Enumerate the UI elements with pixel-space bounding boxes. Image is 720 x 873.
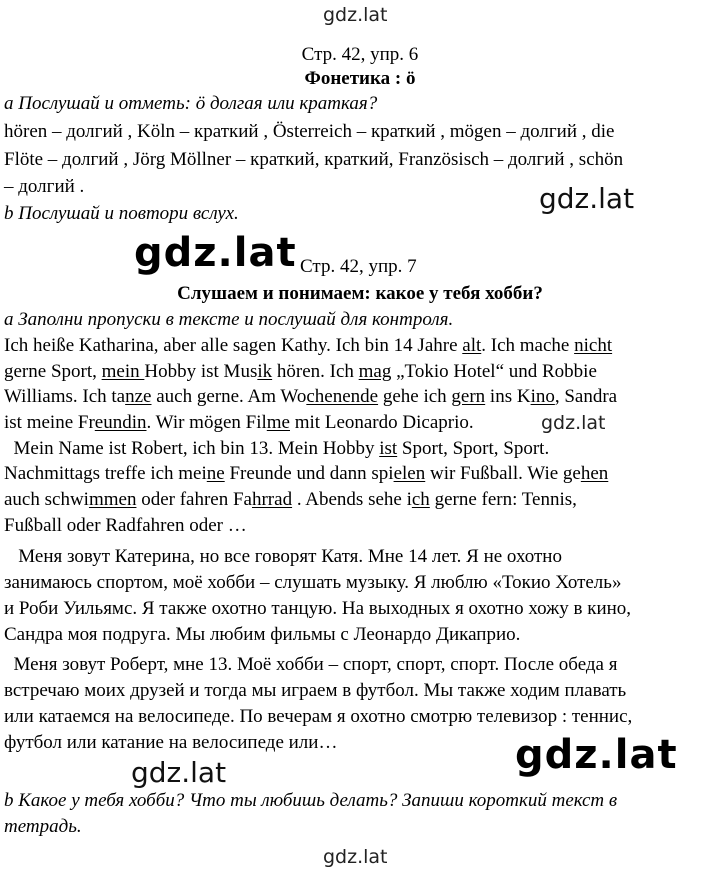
- watermark-mid-right: gdz.lat: [541, 412, 606, 434]
- ex7-de-line-8: Fußball oder Radfahren oder …: [4, 515, 247, 536]
- ex7-ru-line-3: и Роби Уильямс. Я также охотно танцую. На выходных я охотно хожу в кино,: [4, 598, 632, 619]
- watermark-bottom-right: gdz.lat: [515, 732, 678, 778]
- ex7-de-line-6: Nachmittags treffe ich meine Freunde und dann spielen wir Fußball. Wie gehen: [4, 463, 609, 484]
- ex7-de-line-7: auch schwimmen oder fahren Fahrrad . Abends sehe ich gerne fern: Tennis,: [4, 489, 577, 510]
- ex7-ru-line-2: занимаюсь спортом, моё хобби – слушать музыку. Я люблю «Токио Хотель»: [4, 572, 622, 593]
- watermark-footer: gdz.lat: [323, 846, 388, 868]
- ex6-title: Фонетика : ö: [304, 68, 416, 89]
- ex7-ru-line-6: встречаю моих друзей и тогда мы играем в футбол. Мы также ходим плавать: [4, 680, 627, 701]
- ex7-task-b-line-2: тетрадь.: [4, 816, 82, 837]
- ex6-answer-line-1: hören – долгий , Köln – краткий , Österreich – краткий , mögen – долгий , die: [4, 121, 615, 142]
- ex7-task-a: a Заполни пропуски в тексте и послушай для контроля.: [4, 309, 454, 330]
- ex7-de-line-4: ist meine Freundin. Wir mögen Filme mit Leonardo Dicaprio.: [4, 412, 474, 433]
- watermark-bottom-left: gdz.lat: [131, 756, 227, 789]
- ex7-ru-line-4: Сандра моя подруга. Мы любим фильмы с Леонардо Дикаприо.: [4, 624, 521, 645]
- ex7-task-b-line-1: b Какое у тебя хобби? Что ты любишь делать? Запиши короткий текст в: [4, 790, 618, 811]
- ex7-de-line-3: Williams. Ich tanze auch gerne. Am Wochenende gehe ich gern ins Kino, Sandra: [4, 386, 618, 407]
- ex6-answer-line-3: – долгий .: [4, 176, 85, 197]
- ex7-title: Слушаем и понимаем: какое у тебя хобби?: [177, 283, 543, 304]
- watermark-big-left: gdz.lat: [134, 230, 297, 276]
- watermark-top: gdz.lat: [323, 4, 388, 26]
- ex7-ru-line-1: Меня зовут Катерина, но все говорят Катя. Мне 14 лет. Я не охотно: [4, 546, 562, 567]
- ex7-ru-line-8: футбол или катание на велосипеде или…: [4, 732, 338, 753]
- ex6-heading: Стр. 42, упр. 6: [301, 44, 419, 65]
- ex7-ru-line-7: или катаемся на велосипеде. По вечерам я охотно смотрю телевизор : теннис,: [4, 706, 633, 727]
- watermark-right: gdz.lat: [539, 182, 635, 215]
- ex7-de-line-2: gerne Sport, mein Hobby ist Musik hören. Ich mag „Tokio Hotel“ und Robbie: [4, 361, 597, 382]
- ex6-task-b: b Послушай и повтори вслух.: [4, 203, 239, 224]
- ex6-answer-line-2: Flöte – долгий , Jörg Möllner – краткий, краткий, Französisch – долгий , schön: [4, 149, 624, 170]
- ex6-task-a: a Послушай и отметь: ö долгая или краткая?: [4, 93, 378, 114]
- ex7-ru-line-5: Меня зовут Роберт, мне 13. Моё хобби – спорт, спорт, спорт. После обеда я: [4, 654, 618, 675]
- ex7-heading: Стр. 42, упр. 7: [300, 256, 417, 277]
- ex7-de-line-1: Ich heiße Katharina, aber alle sagen Kathy. Ich bin 14 Jahre alt. Ich mache nicht: [4, 335, 613, 356]
- ex7-de-line-5: Mein Name ist Robert, ich bin 13. Mein Hobby ist Sport, Sport, Sport.: [4, 438, 550, 459]
